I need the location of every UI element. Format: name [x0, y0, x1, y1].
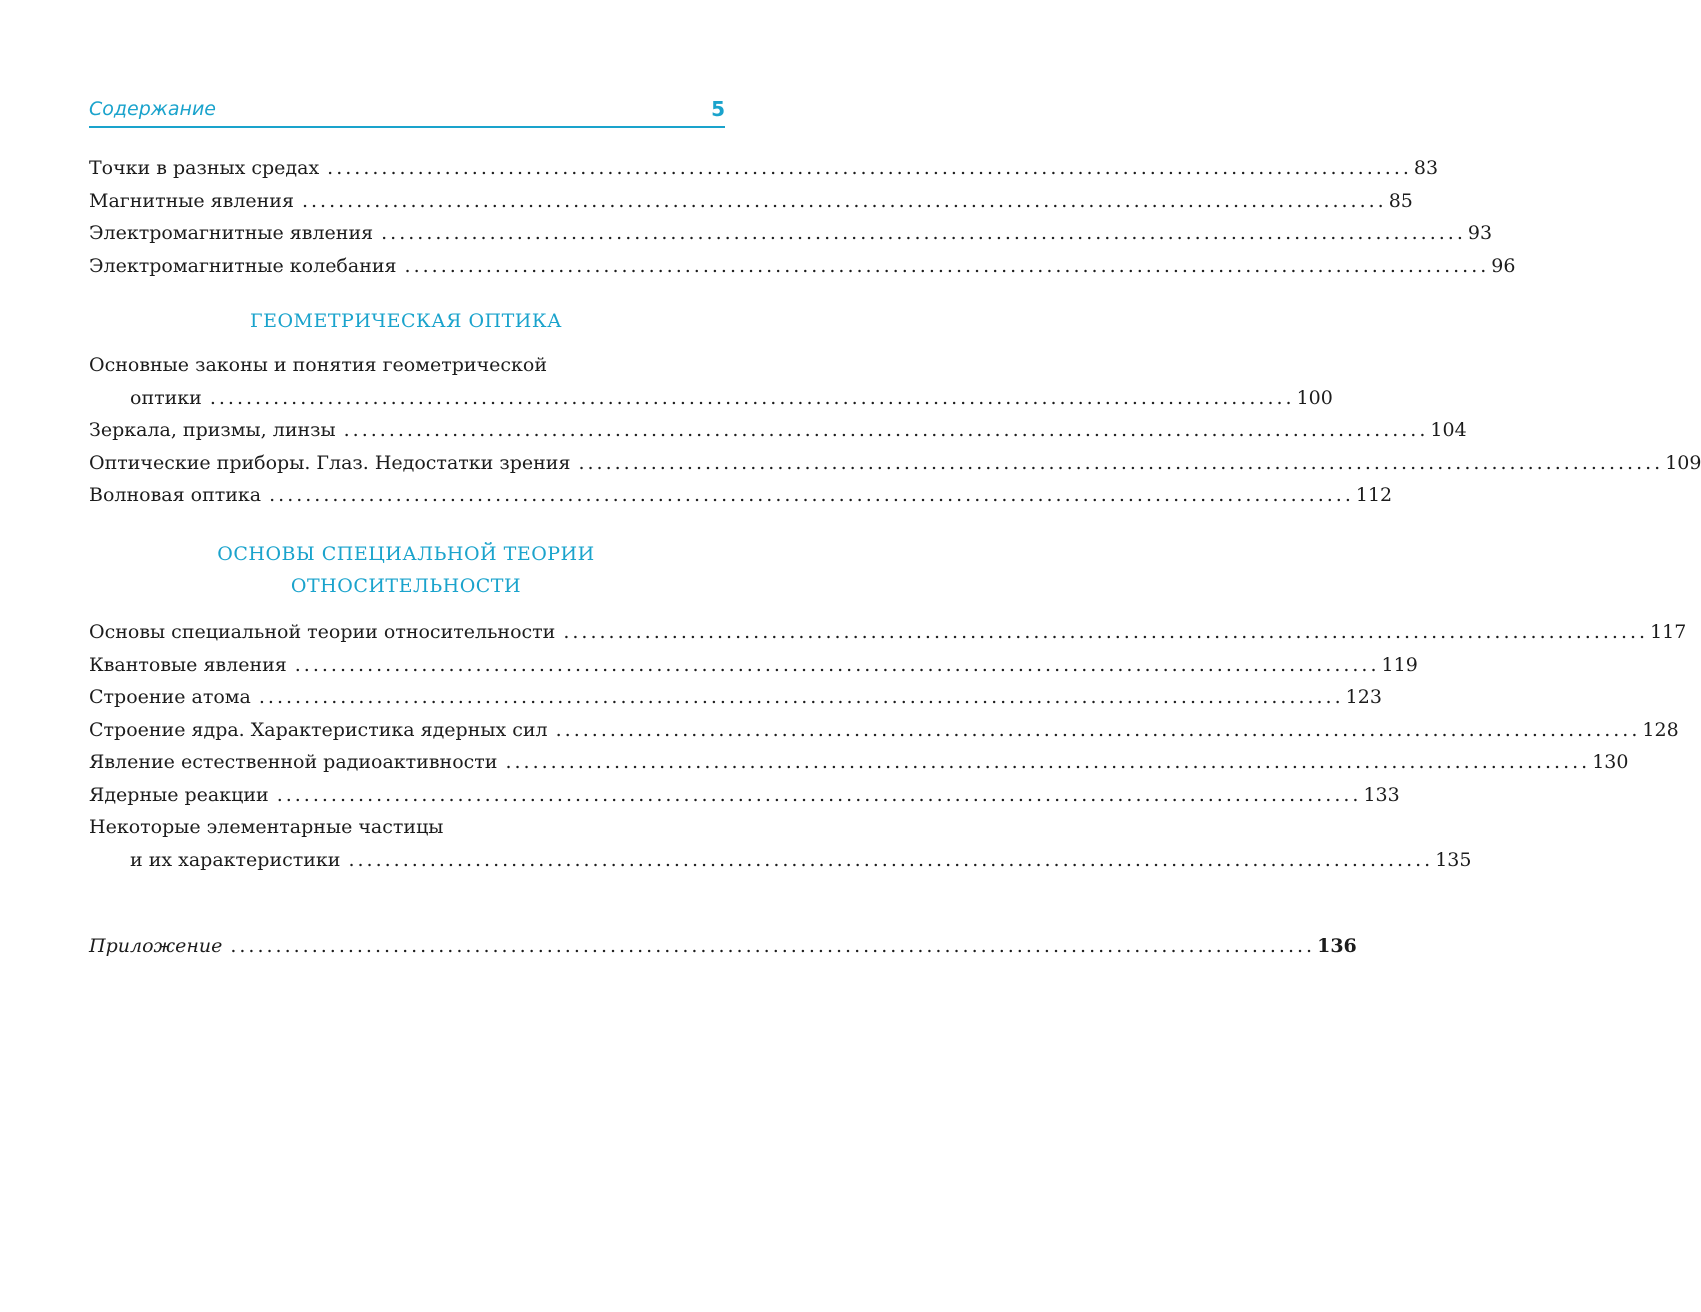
dot-leader: ........................................................................................................................: [269, 484, 1354, 506]
dot-leader: ........................................................................................................................: [555, 718, 1641, 741]
header-title: Содержание: [89, 98, 216, 120]
dot-leader: ........................................................................................................................: [404, 254, 1490, 277]
toc-entry[interactable]: [89, 649, 1418, 682]
dot-leader: ........................................................................................................................: [230, 935, 1316, 957]
dot-leader: ........................................................................................................................: [276, 783, 1362, 806]
dot-leader: ........................................................................................................................: [505, 751, 1591, 773]
section-heading-optics: ГЕОМЕТРИЧЕСКАЯ ОПТИКА: [250, 310, 562, 332]
toc-entry-first-line: Некоторые элементарные частицы: [89, 816, 444, 838]
toc-entry-label: Магнитные явления: [89, 189, 294, 212]
toc-entry-page: 119: [1381, 653, 1418, 676]
toc-entry-label: Оптические приборы. Глаз. Недостатки зрения: [89, 451, 571, 474]
toc-entry-page: 85: [1388, 189, 1413, 212]
toc-entry-label: Квантовые явления: [89, 653, 287, 676]
toc-entry-label: Строение атома: [89, 686, 251, 708]
toc-entry-page: 100: [1296, 386, 1333, 409]
toc-entry-label: Электромагнитные явления: [89, 222, 374, 244]
toc-entry-page: 128: [1642, 718, 1679, 741]
toc-entry-label: Основы специальной теории относительности: [89, 621, 556, 643]
toc-entry[interactable]: [89, 616, 1687, 649]
toc-entry[interactable]: [89, 746, 1629, 779]
dot-leader: ........................................................................................................................: [258, 686, 1344, 708]
toc-entry[interactable]: [89, 447, 1701, 480]
toc-entry[interactable]: [89, 681, 1382, 714]
toc-entry-page: 133: [1363, 783, 1400, 806]
toc-entry-page: 83: [1413, 157, 1439, 179]
toc-entry[interactable]: [89, 414, 1467, 447]
toc-entry-label: Точки в разных средах: [89, 157, 320, 179]
toc-entry-page: 112: [1355, 484, 1393, 506]
dot-leader: ........................................................................................................................: [578, 451, 1664, 474]
toc-entry-label: Строение ядра. Характеристика ядерных сил: [89, 718, 548, 741]
page-number: 5: [711, 97, 725, 121]
toc-entry-first-line: Основные законы и понятия геометрической: [89, 354, 547, 376]
dot-leader: ........................................................................................................................: [294, 653, 1380, 676]
toc-block-3: [89, 616, 1687, 876]
toc-entry-label: Ядерные реакции: [89, 783, 269, 806]
dot-leader: ........................................................................................................................: [343, 419, 1429, 441]
toc-entry[interactable]: [89, 779, 1400, 812]
toc-entry-label: Электромагнитные колебания: [89, 254, 397, 277]
toc-entry-page: 136: [1317, 935, 1357, 957]
dot-leader: ........................................................................................................................: [327, 157, 1412, 179]
toc-appendix: [89, 930, 1357, 963]
toc-entry-label: Волновая оптика: [89, 484, 262, 506]
toc-entry-label: оптики: [130, 386, 202, 409]
toc-entry-page: 123: [1345, 686, 1382, 708]
toc-entry[interactable]: [89, 714, 1679, 747]
dot-leader: ........................................................................................................................: [301, 189, 1387, 212]
toc-block-2: [89, 349, 1701, 512]
toc-entry-page: 93: [1467, 222, 1493, 244]
toc-entry-page: 117: [1650, 621, 1687, 643]
toc-entry[interactable]: [89, 250, 1516, 283]
dot-leader: ........................................................................................................................: [381, 222, 1466, 244]
toc-entry-page: 96: [1491, 254, 1516, 277]
section-heading-relativity: [89, 538, 723, 602]
dot-leader: ........................................................................................................................: [348, 848, 1434, 871]
dot-leader: ........................................................................................................................: [209, 386, 1295, 409]
toc-entry-label: Зеркала, призмы, линзы: [89, 419, 336, 441]
toc-entry-page: 135: [1435, 848, 1472, 871]
toc-entry-appendix[interactable]: [89, 930, 1357, 963]
toc-entry-page: 104: [1430, 419, 1467, 441]
toc-block-1: [89, 152, 1516, 282]
page-header: [89, 98, 725, 128]
toc-entry-page: 130: [1592, 751, 1629, 773]
toc-entry-label: Явление естественной радиоактивности: [89, 751, 498, 773]
section-heading-line: ОТНОСИТЕЛЬНОСТИ: [290, 575, 522, 597]
toc-entry-label: и их характеристики: [130, 848, 341, 871]
toc-entry[interactable]: [89, 217, 1493, 250]
toc-entry[interactable]: [89, 152, 1439, 185]
section-heading-line: ОСНОВЫ СПЕЦИАЛЬНОЙ ТЕОРИИ: [217, 543, 595, 565]
dot-leader: ........................................................................................................................: [563, 621, 1649, 643]
toc-entry-page: 109: [1665, 451, 1701, 474]
toc-entry[interactable]: [89, 185, 1413, 218]
toc-entry[interactable]: [89, 382, 1333, 415]
toc-entry-label: Приложение: [89, 935, 223, 957]
toc-entry[interactable]: [89, 479, 1393, 512]
toc-entry[interactable]: [89, 844, 1472, 877]
